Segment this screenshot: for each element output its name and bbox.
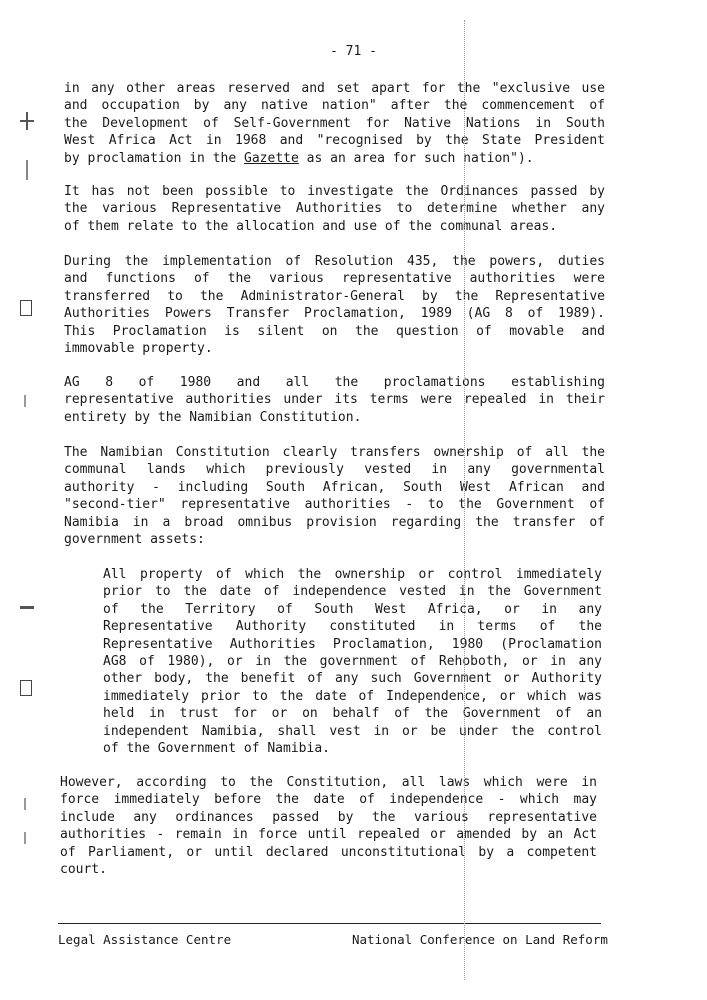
paragraph-resolution-435 <box>64 253 605 357</box>
margin-mark <box>26 112 28 130</box>
footer-organisation: Legal Assistance Centre <box>58 932 232 947</box>
text-line: The Namibian Constitution clearly transfers ownership of all the <box>64 445 605 460</box>
text-line: the various Representative Authorities to determine whether any <box>64 201 605 217</box>
quote-line: of the Government of Namibia. <box>103 741 330 757</box>
text-line: transferred to the Administrator-General by the Representative <box>64 288 605 304</box>
text-line: include any ordinances passed by the various representative <box>60 809 597 825</box>
text-line: It has not been possible to investigate the Ordinances passed by <box>64 184 605 199</box>
text-line: and occupation by any native nation" after the commencement of <box>64 98 605 114</box>
text-line: AG 8 of 1980 and all the proclamations establishing <box>64 375 605 390</box>
text-line: West Africa Act in 1968 and "recognised by the State President <box>64 133 605 149</box>
quote-line: AG8 of 1980), or in the government of Rehoboth, or in any <box>103 654 602 670</box>
paragraph-however <box>60 774 597 878</box>
text-line: and functions of the various representative authorities were <box>64 271 605 287</box>
page-number: - 71 - <box>330 44 377 59</box>
text-line: This Proclamation is silent on the question of movable and <box>64 323 605 339</box>
text-line: government assets: <box>64 532 205 548</box>
text-line: representative authorities under its terms were repealed in their <box>64 392 605 408</box>
text-line: During the implementation of Resolution 435, the powers, duties <box>64 254 605 269</box>
text-line-gazette: by proclamation in the Gazette as an area for such nation"). <box>64 150 534 166</box>
text-line: communal lands which previously vested in any governmental <box>64 462 605 478</box>
footer-conference: National Conference on Land Reform <box>352 932 608 947</box>
paragraph-constitution <box>64 444 605 548</box>
paragraph-continuation <box>64 80 605 167</box>
text-line: entirety by the Namibian Constitution. <box>64 409 362 425</box>
quote-line: held in trust for or on behalf of the Government of an <box>103 706 602 722</box>
quote-line: Representative Authority constituted in terms of the <box>103 619 602 635</box>
text-line: Authorities Powers Transfer Proclamation, 1989 (AG 8 of 1989). <box>64 306 605 322</box>
margin-punch-mark <box>20 680 32 696</box>
text-line: "second-tier" representative authorities - to the Government of <box>64 497 605 513</box>
margin-mark <box>20 606 34 609</box>
block-quote <box>103 566 602 757</box>
margin-mark <box>24 798 26 810</box>
text-line: the Development of Self-Government for Native Nations in South <box>64 115 605 131</box>
quote-line: other body, the benefit of any such Government or Authority <box>103 671 602 687</box>
quote-line: independent Namibia, shall vest in or be under the control <box>103 723 602 739</box>
margin-punch-mark <box>20 300 32 316</box>
text-line: of Parliament, or until declared unconstitutional by a competent <box>60 844 597 860</box>
paragraph-ag8 <box>64 374 605 426</box>
paragraph-ordinances <box>64 183 605 235</box>
text-line: immovable property. <box>64 341 213 357</box>
text-line: of them relate to the allocation and use of the communal areas. <box>64 218 558 234</box>
text-line: court. <box>60 862 107 878</box>
text-line: authority - including South African, South West African and <box>64 479 605 495</box>
quote-line: of the Territory of South West Africa, or in any <box>103 601 602 617</box>
margin-mark <box>24 395 26 407</box>
margin-mark <box>24 832 26 844</box>
text-line: authorities - remain in force until repealed or amended by an Act <box>60 827 597 843</box>
text-line: force immediately before the date of independence - which may <box>60 792 597 808</box>
quote-line: All property of which the ownership or control immediately <box>103 567 602 582</box>
text-line: However, according to the Constitution, all laws which were in <box>60 775 597 790</box>
text-line: Namibia in a broad omnibus provision regarding the transfer of <box>64 514 605 530</box>
scan-fold-line <box>464 20 465 980</box>
margin-mark <box>26 160 28 180</box>
gazette-underlined: Gazette <box>244 150 299 166</box>
text-line: in any other areas reserved and set apart for the "exclusive use <box>64 81 605 96</box>
quote-line: prior to the date of independence vested in the Government <box>103 584 602 600</box>
quote-line: Representative Authorities Proclamation, 1980 (Proclamation <box>103 636 602 652</box>
footer-divider <box>58 923 601 924</box>
quote-line: immediately prior to the date of Independence, or which was <box>103 688 602 704</box>
